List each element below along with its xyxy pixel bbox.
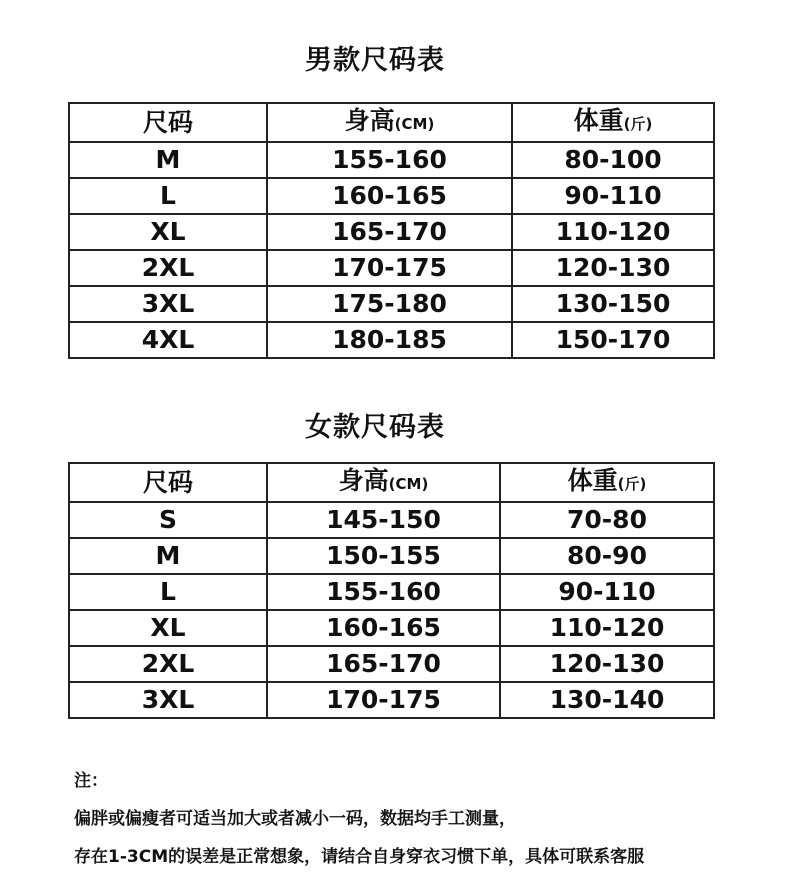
size-cell: 4XL [69, 322, 267, 358]
table-row [69, 502, 714, 538]
table-row [69, 178, 714, 214]
notes-line-2: 存在1-3CM的误差是正常想象，请结合自身穿衣习惯下单，具体可联系客服 [74, 847, 645, 867]
height-cell: 180-185 [267, 322, 512, 358]
height-cell: 150-155 [267, 538, 500, 574]
height-unit: (CM) [388, 475, 429, 493]
women-size-table [68, 462, 715, 719]
header-weight: 体重(斤) [500, 463, 714, 502]
header-weight: 体重(斤) [512, 103, 714, 142]
height-cell: 160-165 [267, 610, 500, 646]
height-cell: 165-170 [267, 214, 512, 250]
table-row [69, 538, 714, 574]
size-cell: 3XL [69, 286, 267, 322]
table-row [69, 682, 714, 718]
table-row [69, 142, 714, 178]
table-header-row [69, 103, 714, 142]
weight-cell: 150-170 [512, 322, 714, 358]
table-row [69, 610, 714, 646]
height-cell: 145-150 [267, 502, 500, 538]
notes-label: 注： [74, 771, 108, 791]
height-cell: 175-180 [267, 286, 512, 322]
table-row [69, 322, 714, 358]
weight-cell: 130-140 [500, 682, 714, 718]
weight-unit: (斤) [623, 115, 653, 133]
notes-line-1: 偏胖或偏瘦者可适当加大或者减小一码，数据均手工测量， [74, 809, 516, 829]
height-cell: 170-175 [267, 682, 500, 718]
weight-cell: 90-110 [512, 178, 714, 214]
weight-cell: 80-100 [512, 142, 714, 178]
header-size: 尺码 [69, 103, 267, 142]
weight-cell: 70-80 [500, 502, 714, 538]
men-size-chart-title: 男款尺码表 [305, 45, 445, 76]
weight-cell: 90-110 [500, 574, 714, 610]
table-row [69, 286, 714, 322]
table-row [69, 574, 714, 610]
size-cell: M [69, 538, 267, 574]
weight-cell: 120-130 [512, 250, 714, 286]
notes-section [74, 770, 774, 884]
header-height: 身高(CM) [267, 103, 512, 142]
height-cell: 155-160 [267, 142, 512, 178]
weight-cell: 120-130 [500, 646, 714, 682]
header-size: 尺码 [69, 463, 267, 502]
size-cell: XL [69, 214, 267, 250]
size-cell: L [69, 574, 267, 610]
size-cell: 2XL [69, 250, 267, 286]
height-cell: 155-160 [267, 574, 500, 610]
height-cell: 170-175 [267, 250, 512, 286]
height-cell: 160-165 [267, 178, 512, 214]
size-cell: 2XL [69, 646, 267, 682]
weight-cell: 130-150 [512, 286, 714, 322]
height-cell: 165-170 [267, 646, 500, 682]
height-unit: (CM) [394, 115, 435, 133]
weight-cell: 80-90 [500, 538, 714, 574]
table-row [69, 250, 714, 286]
women-size-chart-title: 女款尺码表 [305, 412, 445, 443]
size-cell: M [69, 142, 267, 178]
header-height: 身高(CM) [267, 463, 500, 502]
table-header-row [69, 463, 714, 502]
weight-unit: (斤) [617, 475, 647, 493]
table-row [69, 214, 714, 250]
men-size-table [68, 102, 715, 359]
weight-cell: 110-120 [512, 214, 714, 250]
table-row [69, 646, 714, 682]
size-cell: XL [69, 610, 267, 646]
size-cell: 3XL [69, 682, 267, 718]
weight-cell: 110-120 [500, 610, 714, 646]
size-cell: S [69, 502, 267, 538]
size-cell: L [69, 178, 267, 214]
